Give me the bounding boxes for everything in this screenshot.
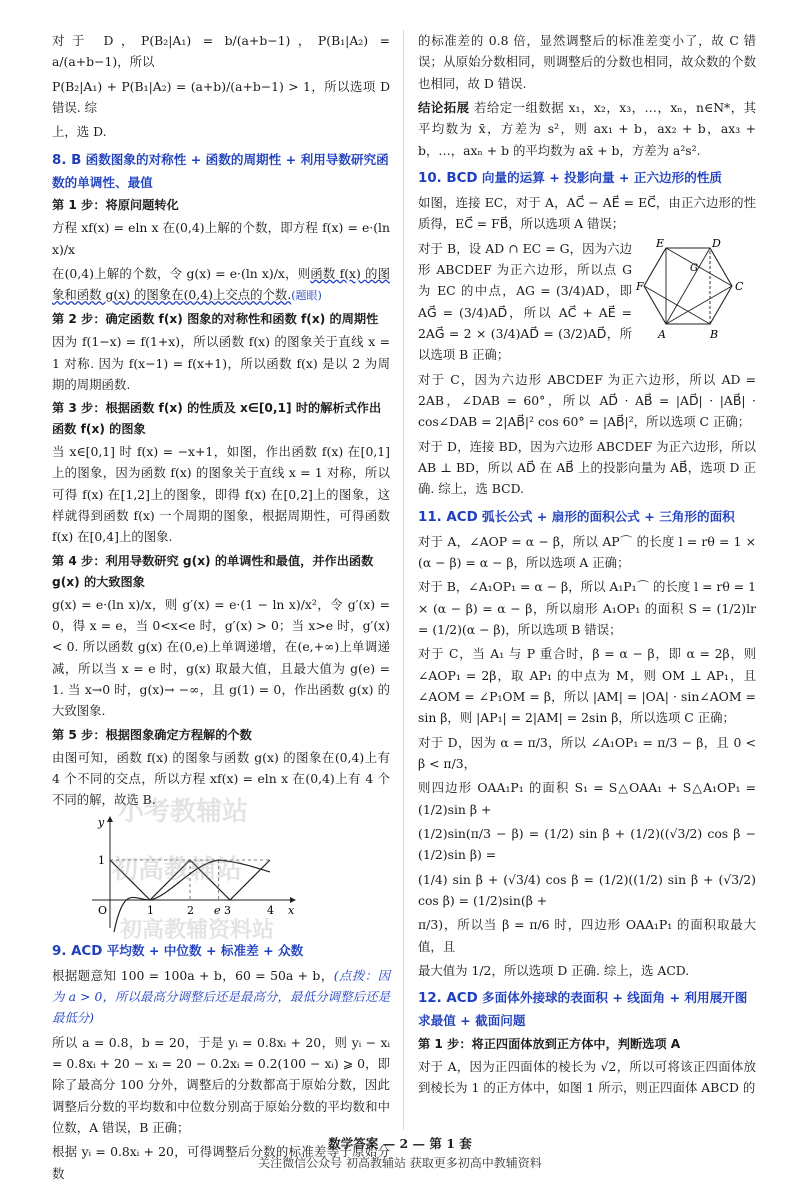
q12-para-1: 对于 A，因为正四面体的棱长为 √2，所以可将该正四面体放到棱长为 1 的正方体中，如图 1 所示，则正四面体 ABCD 的 (418, 1058, 756, 1096)
q9-cont-para: 的标准差的 0.8 倍，显然调整后的标准差变小了，故 C 错误；从原始分数相同，则调整后的分数也相同，故众数的个数也相同，故 D 错误. (418, 33, 756, 91)
q9-para-1a: 根据题意知 100 = 100a + b，60 = 50a + b， (52, 967, 334, 983)
q11-para-2: 对于 B，∠A₁OP₁ = α − β，所以 A₁P₁⌒ 的长度 l = rθ = 1 × (α − β) = α − β，所以扇形 A₁OP₁ 的面积 S = (1/2)lr = (1/2)(α − β)，所以选项 B 错误； (418, 579, 756, 637)
q11-para-4: 对于 D，因为 α = π/3，所以 ∠A₁OP₁ = π/3 − β，且 0 < β < π/3， (418, 734, 756, 771)
graph-tick-4: 4 (267, 903, 274, 917)
graph-y-one: 1 (98, 853, 105, 867)
intro-line-3: 上，选 D. (52, 124, 107, 140)
q8-step-1: 第 1 步：将原问题转化 (52, 198, 179, 213)
hex-diag-fb (644, 286, 710, 324)
q12-header (418, 987, 756, 1032)
q11-para-9: 最大值为 1/2，所以选项 D 正确. 综上，选 ACD. (418, 962, 690, 978)
hex-label-c: C (735, 279, 744, 293)
q9-para-3: 根据 yᵢ = 0.8xᵢ + 20，可得调整后分数的标准差等于原始分数 (52, 1144, 390, 1181)
q12-number: 12. ACD (418, 991, 478, 1007)
left-column (52, 30, 390, 1187)
hex-label-f: F (636, 279, 644, 293)
conclusion-extension (418, 97, 756, 161)
q8-graph (52, 814, 302, 934)
hex-label-b: B (710, 327, 719, 341)
q9-para-1 (52, 965, 390, 1029)
q10-header (418, 167, 756, 190)
hex-diag-ec (666, 248, 732, 286)
q10-topic: 向量的运算 + 投影向量 + 正六边形的性质 (481, 169, 723, 185)
q8-para-4: 当 x∈[0,1] 时 f(x) = −x+1，如图，作出函数 f(x) 在[0,1]上的图象，因为函数 f(x) 的图象关于直线 x = 1 对称，所以可得 f(x) 在[1,2]上的图象，即得 f(x) 在[0,2]上的图象，这样就得到函数 f(x) 一个周期的图象，根据周期性，可得函数 f(x) 在[0,4]上的图象. (52, 444, 390, 545)
graph-y-arrow (107, 816, 113, 822)
q9-hint-note: (点拨：因为 a > 0，所以最高分调整后还是最高分，最低分调整后还是最低分) (52, 967, 390, 1026)
q8-number: 8. B (52, 152, 82, 168)
q11-para-3: 对于 C，当 A₁ 与 P 重合时，β = α − β，即 α = 2β，则 ∠AOP₁ = 2β，取 AP₁ 的中点为 M，则 OM ⊥ AP₁，且 ∠AOM = ∠P₁OM = β，所以 |AM| = |OA| · sin∠AOM = sin β，则 |AP₁| = 2|AM| = 2sin β，所以选项 C 正确； (418, 646, 756, 726)
q9-topic: 平均数 + 中位数 + 标准差 + 众数 (106, 942, 304, 958)
graph-x-arrow (290, 897, 296, 903)
q8-para-6: 由图可知，函数 f(x) 的图象与函数 g(x) 的图象在(0,4)上有 4 个不同的交点，所以方程 xf(x) = eln x 在(0,4)上有 4 个不同的解，故选 B. (52, 749, 390, 808)
q8-topic: 函数图象的对称性 + 函数的周期性 + 利用导数研究函数的单调性、最值 (52, 151, 389, 190)
graph-y-label: y (98, 815, 105, 829)
q8-step-4: 第 4 步：利用导数研究 g(x) 的单调性和最值，并作出函数 g(x) 的大致图象 (52, 553, 374, 589)
q10-para-4: 对于 D，连接 BD，因为六边形 ABCDEF 为正六边形，所以 AB ⊥ BD，所以 AD⃗ 在 AB⃗ 上的投影向量为 AB⃗，选项 D 正确. 综上，选 BCD. (418, 438, 756, 497)
q9-header (52, 940, 390, 963)
q8-step-2: 第 2 步：确定函数 f(x) 图象的对称性和函数 f(x) 的周期性 (52, 312, 379, 327)
page-footer (0, 1133, 800, 1173)
q8-key-sentence: 函数 f(x) 的图象和函数 g(x) 的图象在(0,4)上交点的个数. (52, 265, 390, 303)
q8-para-2a: 在(0,4)上解的个数，令 g(x) = e·(ln x)/x，则 (52, 265, 311, 281)
hexagon-figure (638, 238, 756, 346)
q8-para-3: 因为 f(1−x) = f(1+x)，所以函数 f(x) 的图象关于直线 x = 1 对称. 因为 f(x−1) = f(x+1)，所以函数 f(x) 是以 2 为周期的周期函数. (52, 334, 390, 392)
q9-para-2: 所以 a = 0.8，b = 20，于是 yᵢ = 0.8xᵢ + 20，则 yᵢ − xᵢ = 0.8xᵢ + 20 − xᵢ = 20 − 0.2xᵢ = 0.2(100 − xᵢ) ⩾ 0，即除了最高分 100 分外，调整后的分数都高于原始分数，因此调整后分数的平均数和中位数分别高于原始分数的平均数和中位数，A 错误，B 正确； (52, 1034, 390, 1136)
watermark-3: 初高教辅资料站 (120, 918, 275, 943)
q10-para-2: 对于 B，设 AD ∩ EC = G，因为六边形 ABCDEF 为正六边形，所以点 G 为 EC 的中点，AG = (3/4)AD，即 AG⃗ = (3/4)AD⃗，所以 AC⃗ + AE⃗ = 2AG⃗ = 2 × (3/4)AD⃗ = (3/2)AD⃗，所以选项 B 正确； (418, 240, 632, 363)
q10-para-3: 对于 C，因为六边形 ABCDEF 为正六边形，所以 AD = 2AB，∠DAB = 60°，所以 AD⃗ · AB⃗ = |AD⃗| · |AB⃗| · cos∠DAB = 2|AB⃗|² cos 60° = |AB⃗|²，所以选项 C 正确； (418, 371, 756, 430)
q8-tag: (题眼) (291, 289, 322, 303)
q8-para-5: g(x) = e·(ln x)/x，则 g′(x) = e·(1 − ln x)/x²，令 g′(x) = 0，得 x = e，当 0<x<e 时，g′(x) > 0；当 x>e 时，g′(x) < 0. 所以函数 g(x) 在(0,e)上单调递增，在(e,+∞)上单调递减，所以当 x = e 时，g(x) 取最大值，且最大值为 g(e) = 1. 当 x→0 时，g(x)→ −∞，且 g(1) = 0，作出函数 g(x) 的大致图象. (52, 596, 390, 719)
hex-diag-ac (666, 286, 732, 324)
q11-number: 11. ACD (418, 509, 478, 525)
q8-step-5: 第 5 步：根据图象确定方程解的个数 (52, 727, 252, 742)
q11-para-8: π/3)，所以当 β = π/6 时，四边形 OAA₁P₁ 的面积取最大值，且 (418, 917, 756, 954)
intro-line-1: 对于 D，P(B₂|A₁) = b/(a+b−1)，P(B₁|A₂) = a/(a+b−1)，所以 (52, 33, 390, 70)
q11-para-5: 则四边形 OAA₁P₁ 的面积 S₁ = S△OAA₁ + S△A₁OP₁ = (1/2)sin β + (418, 780, 756, 817)
graph-g-curve (114, 860, 270, 932)
watermark-1: 小考教辅站 (118, 797, 249, 827)
q11-para-6: (1/2)sin(π/3 − β) = (1/2) sin β + (1/2)((√3/2) cos β − (1/2)sin β) = (418, 825, 756, 863)
q12-topic: 多面体外接球的表面积 + 线面角 + 利用展开图求最值 + 截面问题 (418, 990, 748, 1029)
hex-diag-ad (666, 248, 710, 324)
graph-tick-3: 3 (224, 903, 231, 917)
page-number: 数学答案 — 2 — 第 1 套 (328, 1136, 472, 1151)
right-column (418, 30, 756, 1102)
q9-number: 9. ACD (52, 943, 103, 959)
graph-tick-2: 2 (187, 903, 194, 917)
watermark-2: 初高教辅站 (112, 855, 243, 885)
q11-para-1: 对于 A，∠AOP = α − β，所以 AP⌒ 的长度 l = rθ = 1 × (α − β) = α − β，所以选项 A 正确； (418, 533, 756, 570)
q10-para-1: 如图，连接 EC，对于 A，AC⃗ − AE⃗ = EC⃗，由正六边形的性质得，EC⃗ = FB⃗，所以选项 A 错误； (418, 195, 756, 232)
column-divider (403, 30, 404, 1130)
hex-label-a: A (658, 327, 666, 341)
conclusion-extension-title: 结论拓展 (418, 99, 470, 115)
hex-label-e: E (656, 236, 665, 250)
q8-header (52, 149, 390, 194)
q11-para-7: (1/4) sin β + (√3/4) cos β = (1/2)((1/2) sin β + (√3/2) cos β) = (1/2)sin(β + (418, 871, 756, 908)
graph-origin: O (98, 903, 108, 917)
q8-para-1: 方程 xf(x) = eln x 在(0,4)上解的个数，即方程 f(x) = e·(ln x)/x (52, 220, 390, 257)
footer-promo: 关注微信公众号 初高教辅站 获取更多初高中教辅资料 (258, 1155, 542, 1170)
graph-x-label: x (288, 903, 295, 917)
q8-para-2 (52, 263, 390, 306)
hex-label-g: G (690, 262, 698, 274)
graph-tick-e: e (214, 903, 221, 917)
intro-line-2: P(B₂|A₁) + P(B₁|A₂) = (a+b)/(a+b−1) > 1，所以选项 D 错误. 综 (52, 78, 390, 115)
graph-tick-1: 1 (147, 903, 154, 917)
conclusion-extension-body: 若给定一组数据 x₁，x₂，x₃，…，xₙ，n∈N*，其平均数为 x̄，方差为 s²，则 ax₁ + b，ax₂ + b，ax₃ + b，…，axₙ + b 的平均数为 ax̄ + b，方差为 a²s². (418, 99, 756, 158)
q11-header (418, 506, 756, 529)
q8-step-3: 第 3 步：根据函数 f(x) 的性质及 x∈[0,1] 时的解析式作出函数 f(x) 的图象 (52, 401, 382, 437)
q12-step-1: 第 1 步：将正四面体放到正方体中，判断选项 A (418, 1036, 681, 1051)
hex-label-d: D (712, 236, 721, 250)
q11-topic: 弧长公式 + 扇形的面积公式 + 三角形的面积 (482, 508, 735, 524)
q10-number: 10. BCD (418, 170, 478, 186)
